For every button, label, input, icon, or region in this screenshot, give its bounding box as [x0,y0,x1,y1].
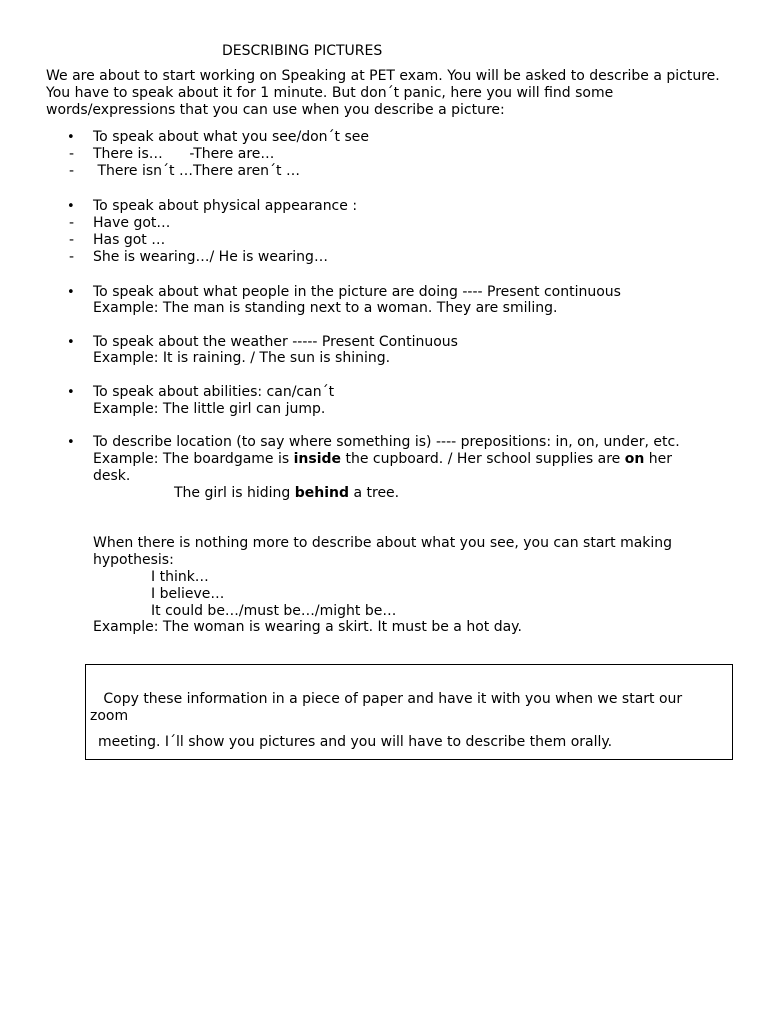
section-doing-heading: To speak about what people in the picture are doing ---- Present continuous [93,284,621,300]
section-abilities-heading: To speak about abilities: can/can´t [93,384,335,400]
bullet-marker: • [67,285,75,300]
dash-marker: - [69,146,75,162]
hypothesis-phrase: I think… [151,569,209,585]
dash-marker: - [69,163,75,179]
hypothesis-example: Example: The woman is wearing a skirt. It must be a hot day. [93,619,522,635]
dash-marker: - [69,215,75,231]
example-text: Example: The boardgame is [93,451,294,467]
dash-marker: - [69,249,75,265]
section-weather-heading: To speak about the weather ----- Present Continuous [93,334,458,350]
example-bold-word: on [624,451,645,467]
page-title: DESCRIBING PICTURES [222,43,383,59]
section-location-example-cont: desk. [93,468,131,484]
example-text: a tree. [349,485,400,501]
bullet-marker: • [67,199,75,214]
intro-paragraph: We are about to start working on Speaking at PET exam. You will be asked to describe a picture. You have to speak about it for 1 minute. But don´t panic, here you will find some words/expressions that you can use when you describe a picture: [46,68,720,118]
example-text: the cupboard. / Her school supplies are [341,451,625,467]
section-see-item: There isn´t …There aren´t … [93,163,300,179]
dash-marker: - [69,232,75,248]
section-abilities-example: Example: The little girl can jump. [93,401,326,417]
section-location-example-2 [174,485,399,502]
hypothesis-phrase: I believe… [151,586,225,602]
section-see-item: There is… -There are… [93,146,275,162]
section-location-heading: To describe location (to say where something is) ---- prepositions: in, on, under, etc. [93,434,680,450]
note-box [85,664,733,760]
hypothesis-intro: When there is nothing more to describe about what you see, you can start making [93,535,673,551]
note-box-line: meeting. I´ll show you pictures and you will have to describe them orally. [98,734,613,750]
bullet-marker: • [67,385,75,400]
section-weather-example: Example: It is raining. / The sun is shining. [93,350,391,366]
hypothesis-phrase: It could be…/must be…/might be… [151,603,397,619]
example-text: The girl is hiding [174,485,295,501]
example-bold-word: behind [294,485,350,501]
section-see-heading: To speak about what you see/don´t see [93,129,370,145]
bullet-marker: • [67,435,75,450]
section-appearance-heading: To speak about physical appearance : [93,198,358,214]
section-appearance-item: Has got … [93,232,166,248]
hypothesis-intro-cont: hypothesis: [93,552,174,568]
example-bold-word: inside [293,451,342,467]
section-location-example [93,451,672,468]
note-box-line: Copy these information in a piece of paper and have it with you when we start our zoom [90,691,687,724]
section-appearance-item: She is wearing…/ He is wearing… [93,249,328,265]
section-appearance-item: Have got… [93,215,171,231]
section-doing-example: Example: The man is standing next to a woman. They are smiling. [93,300,558,316]
example-text: her [644,451,673,467]
bullet-marker: • [67,335,75,350]
bullet-marker: • [67,130,75,145]
